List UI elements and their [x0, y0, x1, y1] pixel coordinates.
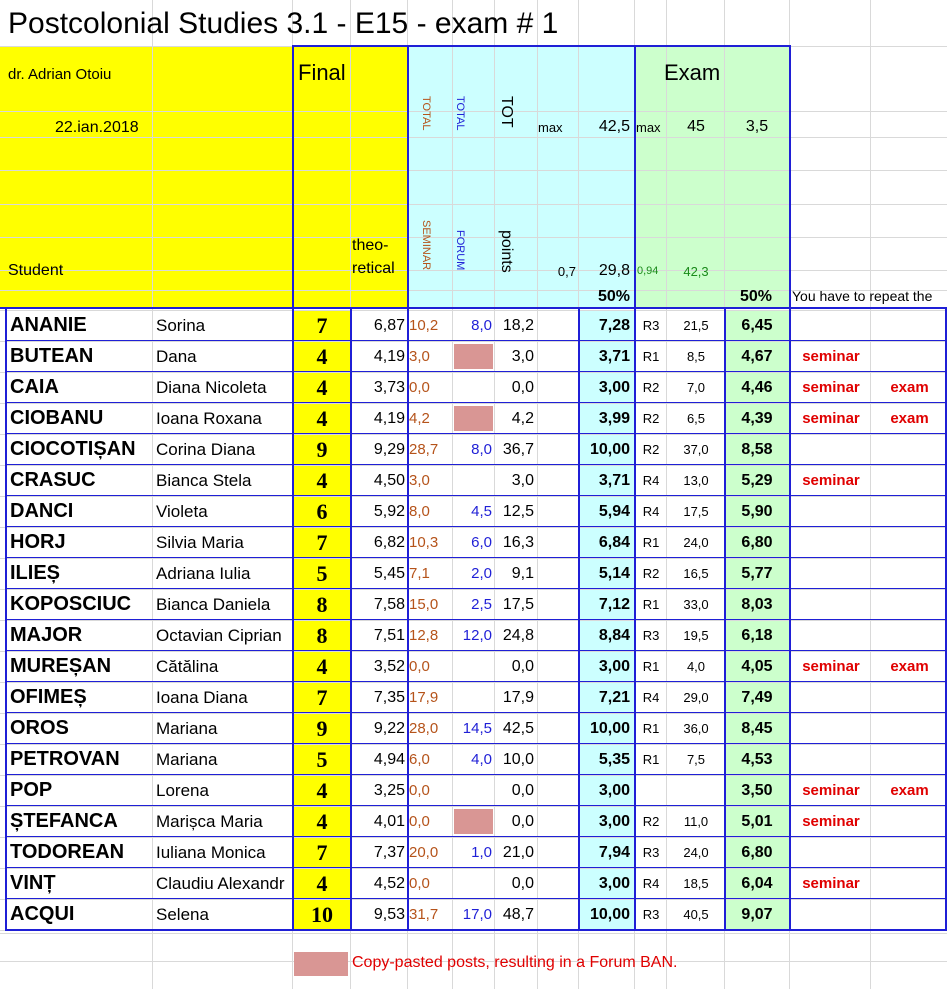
seminar-grade: 5,35 — [598, 751, 630, 768]
theoretical-grade: 4,19 — [373, 410, 405, 427]
exam-points: 21,5 — [683, 318, 709, 333]
total-points: 0,0 — [511, 379, 534, 396]
student-last-name: OROS — [10, 717, 69, 739]
forum-total: 17,0 — [462, 906, 492, 923]
exam-points — [668, 775, 724, 806]
theoretical-grade: 7,58 — [373, 596, 405, 613]
forum-total — [452, 341, 492, 372]
exam-date: 22.ian.2018 — [55, 119, 139, 136]
seminar-total: 31,7 — [409, 906, 439, 923]
final-grade: 4 — [316, 871, 328, 896]
theoretical-grade: 4,19 — [373, 348, 405, 365]
total-points: 0,0 — [511, 658, 534, 675]
student-first-name: Bianca Stela — [156, 471, 252, 490]
exam-points: 4,0 — [686, 659, 706, 674]
theoretical-grade: 4,94 — [373, 751, 405, 768]
repeat-exam — [872, 744, 947, 775]
repeat-seminar — [792, 589, 870, 620]
repeat-seminar — [792, 713, 870, 744]
student-last-name: OFIMEȘ — [10, 686, 87, 708]
theoretical-grade: 6,87 — [373, 317, 405, 334]
repeat-exam — [872, 527, 947, 558]
min-value: 29,8 — [598, 262, 630, 279]
exam-percent: 50% — [739, 288, 773, 305]
seminar-grade: 3,00 — [598, 875, 630, 892]
exam-grade: 5,01 — [741, 813, 773, 830]
repeat-seminar: seminar — [802, 813, 860, 830]
repeat-exam — [872, 868, 947, 899]
final-grade: 7 — [316, 685, 328, 710]
forum-total — [452, 806, 492, 837]
repeat-exam: exam — [890, 658, 929, 675]
seminar-grade: 3,00 — [598, 379, 630, 396]
exam-points: 36,0 — [683, 721, 709, 736]
exam-room: R3 — [642, 907, 660, 922]
final-grade: 5 — [316, 561, 328, 586]
repeat-exam — [872, 899, 947, 930]
final-column-header: Final — [298, 60, 346, 85]
repeat-note: You have to repeat the — [792, 288, 933, 304]
final-grade: 4 — [316, 375, 328, 400]
student-last-name: MUREȘAN — [10, 655, 112, 677]
student-first-name: Silvia Maria — [156, 533, 244, 552]
blue-border — [634, 45, 636, 308]
forum-total: 4,5 — [471, 503, 492, 520]
final-grade: 7 — [316, 840, 328, 865]
final-grade: 4 — [316, 654, 328, 679]
repeat-seminar — [792, 899, 870, 930]
seminar-grade: 3,00 — [598, 813, 630, 830]
final-grade: 7 — [316, 530, 328, 555]
repeat-seminar — [792, 744, 870, 775]
theoretical-grade: 5,92 — [373, 503, 405, 520]
final-grade: 8 — [316, 592, 328, 617]
final-grade: 8 — [316, 623, 328, 648]
exam-points: 37,0 — [683, 442, 709, 457]
exam-grade: 5,77 — [741, 565, 773, 582]
seminar-total: 10,3 — [409, 534, 439, 551]
student-first-name: Dana — [156, 347, 197, 366]
exam-grade: 4,39 — [741, 410, 773, 427]
forum-total — [452, 682, 492, 713]
exam-grade: 8,03 — [741, 596, 773, 613]
total-points: 18,2 — [502, 317, 534, 334]
seminar-total: 7,1 — [409, 565, 430, 582]
theoretical-grade: 4,01 — [373, 813, 405, 830]
final-grade: 4 — [316, 344, 328, 369]
grid-hline — [0, 170, 947, 171]
repeat-exam — [872, 589, 947, 620]
seminar-grade: 7,28 — [598, 317, 630, 334]
exam-points: 16,5 — [683, 566, 709, 581]
seminar-total: 28,7 — [409, 441, 439, 458]
total-forum-header-1: TOTAL — [454, 96, 466, 131]
total-points: 3,0 — [511, 348, 534, 365]
seminar-total: 28,0 — [409, 720, 439, 737]
exam-min-grade: 3,5 — [745, 118, 769, 135]
final-grade: 9 — [316, 716, 328, 741]
grid-hline — [0, 111, 947, 112]
exam-points: 13,0 — [683, 473, 709, 488]
exam-grade: 9,07 — [741, 906, 773, 923]
exam-points: 8,5 — [686, 349, 706, 364]
repeat-seminar: seminar — [802, 410, 860, 427]
student-first-name: Lorena — [156, 781, 209, 800]
total-points: 17,5 — [502, 596, 534, 613]
forum-total: 6,0 — [471, 534, 492, 551]
student-last-name: POP — [10, 779, 53, 801]
student-last-name: CAIA — [10, 376, 59, 398]
final-grade: 4 — [316, 406, 328, 431]
theoretical-grade: 3,52 — [373, 658, 405, 675]
exam-grade: 6,04 — [741, 875, 773, 892]
student-first-name: Violeta — [156, 502, 208, 521]
grid-hline — [0, 270, 947, 271]
student-last-name: CIOBANU — [10, 407, 104, 429]
seminar-grade: 7,21 — [598, 689, 630, 706]
forum-total — [452, 775, 492, 806]
teacher-name: dr. Adrian Otoiu — [8, 66, 112, 83]
total-seminar-header-2: SEMINAR — [420, 220, 432, 271]
repeat-seminar: seminar — [802, 875, 860, 892]
final-grade: 4 — [316, 468, 328, 493]
student-first-name: Adriana Iulia — [156, 564, 251, 583]
total-points: 3,0 — [511, 472, 534, 489]
seminar-total: 12,8 — [409, 627, 439, 644]
student-first-name: Bianca Daniela — [156, 595, 271, 614]
seminar-total: 10,2 — [409, 317, 439, 334]
forum-total: 2,0 — [471, 565, 492, 582]
exam-grade: 6,45 — [741, 317, 773, 334]
seminar-grade: 7,94 — [598, 844, 630, 861]
exam-room: R3 — [642, 845, 660, 860]
student-first-name: Corina Diana — [156, 440, 256, 459]
theoretical-header-2: retical — [352, 260, 395, 277]
theoretical-grade: 7,51 — [373, 627, 405, 644]
seminar-grade: 3,00 — [598, 782, 630, 799]
seminar-grade: 8,84 — [598, 627, 630, 644]
exam-room: R4 — [642, 504, 660, 519]
theoretical-header-1: theo- — [352, 237, 389, 254]
student-last-name: MAJOR — [10, 624, 83, 646]
seminar-grade: 3,71 — [598, 472, 630, 489]
student-last-name: ȘTEFANCA — [10, 810, 118, 832]
blue-border — [292, 45, 790, 47]
total-points: 0,0 — [511, 813, 534, 830]
student-first-name: Ioana Roxana — [156, 409, 262, 428]
forum-total: 12,0 — [462, 627, 492, 644]
exam-room: R2 — [642, 442, 660, 457]
exam-points: 24,0 — [683, 845, 709, 860]
forum-total — [452, 868, 492, 899]
forum-total — [452, 465, 492, 496]
student-first-name: Octavian Ciprian — [156, 626, 282, 645]
repeat-exam — [872, 713, 947, 744]
blue-border — [789, 45, 791, 308]
exam-room: R2 — [642, 814, 660, 829]
theoretical-grade: 9,22 — [373, 720, 405, 737]
student-first-name: Cătălina — [156, 657, 219, 676]
repeat-seminar: seminar — [802, 348, 860, 365]
page-title: Postcolonial Studies 3.1 - E15 - exam # 1 — [8, 7, 559, 40]
exam-points: 29,0 — [683, 690, 709, 705]
exam-points: 40,5 — [683, 907, 709, 922]
forum-total: 14,5 — [462, 720, 492, 737]
repeat-exam — [872, 465, 947, 496]
exam-room: R4 — [642, 473, 660, 488]
repeat-exam — [872, 434, 947, 465]
repeat-seminar: seminar — [802, 658, 860, 675]
seminar-grade: 3,00 — [598, 658, 630, 675]
exam-grade: 5,90 — [741, 503, 773, 520]
student-last-name: PETROVAN — [10, 748, 120, 770]
exam-points: 11,0 — [683, 814, 709, 829]
student-last-name: ILIEȘ — [10, 562, 61, 584]
exam-room: R4 — [642, 690, 660, 705]
exam-room: R4 — [642, 876, 660, 891]
exam-room: R3 — [642, 628, 660, 643]
exam-grade: 6,80 — [741, 534, 773, 551]
student-last-name: CIOCOTIȘAN — [10, 438, 136, 460]
exam-column-header: Exam — [664, 60, 721, 85]
student-last-name: TODOREAN — [10, 841, 125, 863]
repeat-exam — [872, 310, 947, 341]
final-grade: 7 — [316, 313, 328, 338]
grid-hline — [0, 237, 947, 238]
student-first-name: Selena — [156, 905, 209, 924]
blue-border — [292, 45, 294, 308]
repeat-seminar — [792, 310, 870, 341]
student-first-name: Iuliana Monica — [156, 843, 266, 862]
exam-grade: 5,29 — [741, 472, 773, 489]
total-points: 16,3 — [502, 534, 534, 551]
exam-grade: 4,05 — [741, 658, 773, 675]
student-first-name: Mariana — [156, 719, 218, 738]
exam-grade: 8,45 — [741, 720, 773, 737]
exam-points: 7,0 — [686, 380, 706, 395]
theoretical-grade: 6,82 — [373, 534, 405, 551]
repeat-exam — [872, 558, 947, 589]
seminar-grade: 10,00 — [589, 720, 630, 737]
seminar-grade: 6,84 — [598, 534, 630, 551]
repeat-seminar: seminar — [802, 379, 860, 396]
total-points: 17,9 — [502, 689, 534, 706]
seminar-total: 6,0 — [409, 751, 430, 768]
total-points: 9,1 — [511, 565, 534, 582]
repeat-exam — [872, 341, 947, 372]
exam-points: 6,5 — [686, 411, 706, 426]
student-column-header: Student — [8, 262, 64, 279]
exam-points: 7,5 — [686, 752, 706, 767]
exam-min-value: 42,3 — [683, 264, 709, 279]
student-first-name: Diana Nicoleta — [156, 378, 267, 397]
forum-ban-legend-swatch — [294, 952, 348, 976]
exam-points: 33,0 — [683, 597, 709, 612]
repeat-seminar — [792, 527, 870, 558]
repeat-exam — [872, 806, 947, 837]
seminar-total: 0,0 — [409, 379, 430, 396]
seminar-total: 0,0 — [409, 813, 430, 830]
exam-grade: 4,53 — [741, 751, 773, 768]
total-points: 21,0 — [502, 844, 534, 861]
final-grade: 5 — [316, 747, 328, 772]
seminar-total: 3,0 — [409, 472, 430, 489]
seminar-grade: 10,00 — [589, 906, 630, 923]
student-last-name: VINȚ — [10, 872, 56, 894]
seminar-total: 0,0 — [409, 658, 430, 675]
forum-ban-legend-text: Copy-pasted posts, resulting in a Forum BAN. — [352, 954, 678, 971]
total-seminar-header-1: TOTAL — [420, 96, 432, 131]
repeat-exam: exam — [890, 410, 929, 427]
repeat-seminar: seminar — [802, 782, 860, 799]
forum-total — [452, 651, 492, 682]
exam-room — [636, 775, 666, 806]
exam-max-value: 45 — [687, 118, 705, 135]
student-last-name: ACQUI — [10, 903, 75, 925]
student-first-name: Ioana Diana — [156, 688, 248, 707]
forum-total — [452, 372, 492, 403]
final-grade: 10 — [311, 902, 333, 927]
exam-grade: 6,18 — [741, 627, 773, 644]
forum-total: 8,0 — [471, 317, 492, 334]
repeat-seminar — [792, 682, 870, 713]
exam-points: 19,5 — [683, 628, 709, 643]
forum-total — [452, 403, 492, 434]
student-last-name: ANANIE — [10, 314, 87, 336]
blue-border — [407, 45, 409, 308]
repeat-seminar — [792, 496, 870, 527]
tot-points-header-1: TOT — [498, 96, 515, 128]
repeat-seminar — [792, 620, 870, 651]
total-points: 42,5 — [502, 720, 534, 737]
seminar-grade: 5,14 — [598, 565, 630, 582]
final-grade: 6 — [316, 499, 328, 524]
exam-grade: 4,67 — [741, 348, 773, 365]
exam-room: R2 — [642, 380, 660, 395]
exam-points: 24,0 — [683, 535, 709, 550]
student-first-name: Marișca Maria — [156, 812, 263, 831]
seminar-percent: 50% — [597, 288, 630, 305]
forum-total: 4,0 — [471, 751, 492, 768]
exam-grade: 8,58 — [741, 441, 773, 458]
student-first-name: Mariana — [156, 750, 218, 769]
repeat-seminar: seminar — [802, 472, 860, 489]
student-last-name: CRASUC — [10, 469, 96, 491]
total-points: 12,5 — [502, 503, 534, 520]
max-label: max — [538, 120, 563, 135]
exam-room: R3 — [642, 318, 660, 333]
theoretical-grade: 4,50 — [373, 472, 405, 489]
student-last-name: BUTEAN — [10, 345, 94, 367]
seminar-grade: 10,00 — [589, 441, 630, 458]
exam-points: 18,5 — [683, 876, 709, 891]
total-points: 0,0 — [511, 782, 534, 799]
final-grade: 4 — [316, 809, 328, 834]
repeat-exam — [872, 496, 947, 527]
exam-room: R1 — [642, 659, 660, 674]
seminar-grade: 3,71 — [598, 348, 630, 365]
exam-room: R1 — [642, 597, 660, 612]
max-value: 42,5 — [598, 118, 630, 135]
exam-max-label: max — [636, 120, 661, 135]
theoretical-grade: 5,45 — [373, 565, 405, 582]
exam-room: R1 — [642, 349, 660, 364]
student-first-name: Sorina — [156, 316, 206, 335]
exam-factor: 0,94 — [637, 265, 659, 277]
repeat-seminar — [792, 434, 870, 465]
final-grade: 4 — [316, 778, 328, 803]
repeat-exam — [872, 682, 947, 713]
theoretical-grade: 7,37 — [373, 844, 405, 861]
forum-total: 8,0 — [471, 441, 492, 458]
exam-room: R1 — [642, 721, 660, 736]
exam-grade: 3,50 — [741, 782, 773, 799]
seminar-grade: 5,94 — [598, 503, 630, 520]
grid-hline — [0, 933, 947, 934]
student-first-name: Claudiu Alexandr — [156, 874, 285, 893]
exam-room: R1 — [642, 752, 660, 767]
seminar-total: 0,0 — [409, 782, 430, 799]
seminar-grade: 3,99 — [598, 410, 630, 427]
student-last-name: DANCI — [10, 500, 74, 522]
exam-points: 17,5 — [683, 504, 709, 519]
min-factor: 0,7 — [557, 264, 576, 279]
exam-grade: 4,46 — [741, 379, 773, 396]
seminar-total: 8,0 — [409, 503, 430, 520]
repeat-seminar — [792, 558, 870, 589]
grid-hline — [0, 204, 947, 205]
seminar-total: 17,9 — [409, 689, 439, 706]
total-points: 24,8 — [502, 627, 534, 644]
theoretical-grade: 4,52 — [373, 875, 405, 892]
seminar-total: 4,2 — [409, 410, 430, 427]
repeat-exam — [872, 837, 947, 868]
repeat-exam — [872, 620, 947, 651]
student-last-name: HORJ — [10, 531, 66, 553]
theoretical-grade: 3,25 — [373, 782, 405, 799]
seminar-total: 20,0 — [409, 844, 439, 861]
total-points: 36,7 — [502, 441, 534, 458]
exam-room: R2 — [642, 411, 660, 426]
repeat-seminar — [792, 837, 870, 868]
theoretical-grade: 9,29 — [373, 441, 405, 458]
student-last-name: KOPOSCIUC — [10, 593, 132, 615]
theoretical-grade: 7,35 — [373, 689, 405, 706]
repeat-exam: exam — [890, 782, 929, 799]
total-forum-header-2: FORUM — [454, 230, 466, 271]
exam-room: R2 — [642, 566, 660, 581]
total-points: 4,2 — [511, 410, 534, 427]
exam-grade: 7,49 — [741, 689, 773, 706]
theoretical-grade: 9,53 — [373, 906, 405, 923]
exam-grade: 6,80 — [741, 844, 773, 861]
total-points: 10,0 — [502, 751, 534, 768]
forum-total: 1,0 — [471, 844, 492, 861]
seminar-total: 0,0 — [409, 875, 430, 892]
forum-total: 2,5 — [471, 596, 492, 613]
seminar-total: 15,0 — [409, 596, 439, 613]
repeat-exam: exam — [890, 379, 929, 396]
final-grade: 9 — [316, 437, 328, 462]
seminar-grade: 7,12 — [598, 596, 630, 613]
theoretical-grade: 3,73 — [373, 379, 405, 396]
exam-room: R1 — [642, 535, 660, 550]
total-points: 48,7 — [502, 906, 534, 923]
seminar-total: 3,0 — [409, 348, 430, 365]
total-points: 0,0 — [511, 875, 534, 892]
tot-points-header-2: points — [498, 230, 515, 273]
